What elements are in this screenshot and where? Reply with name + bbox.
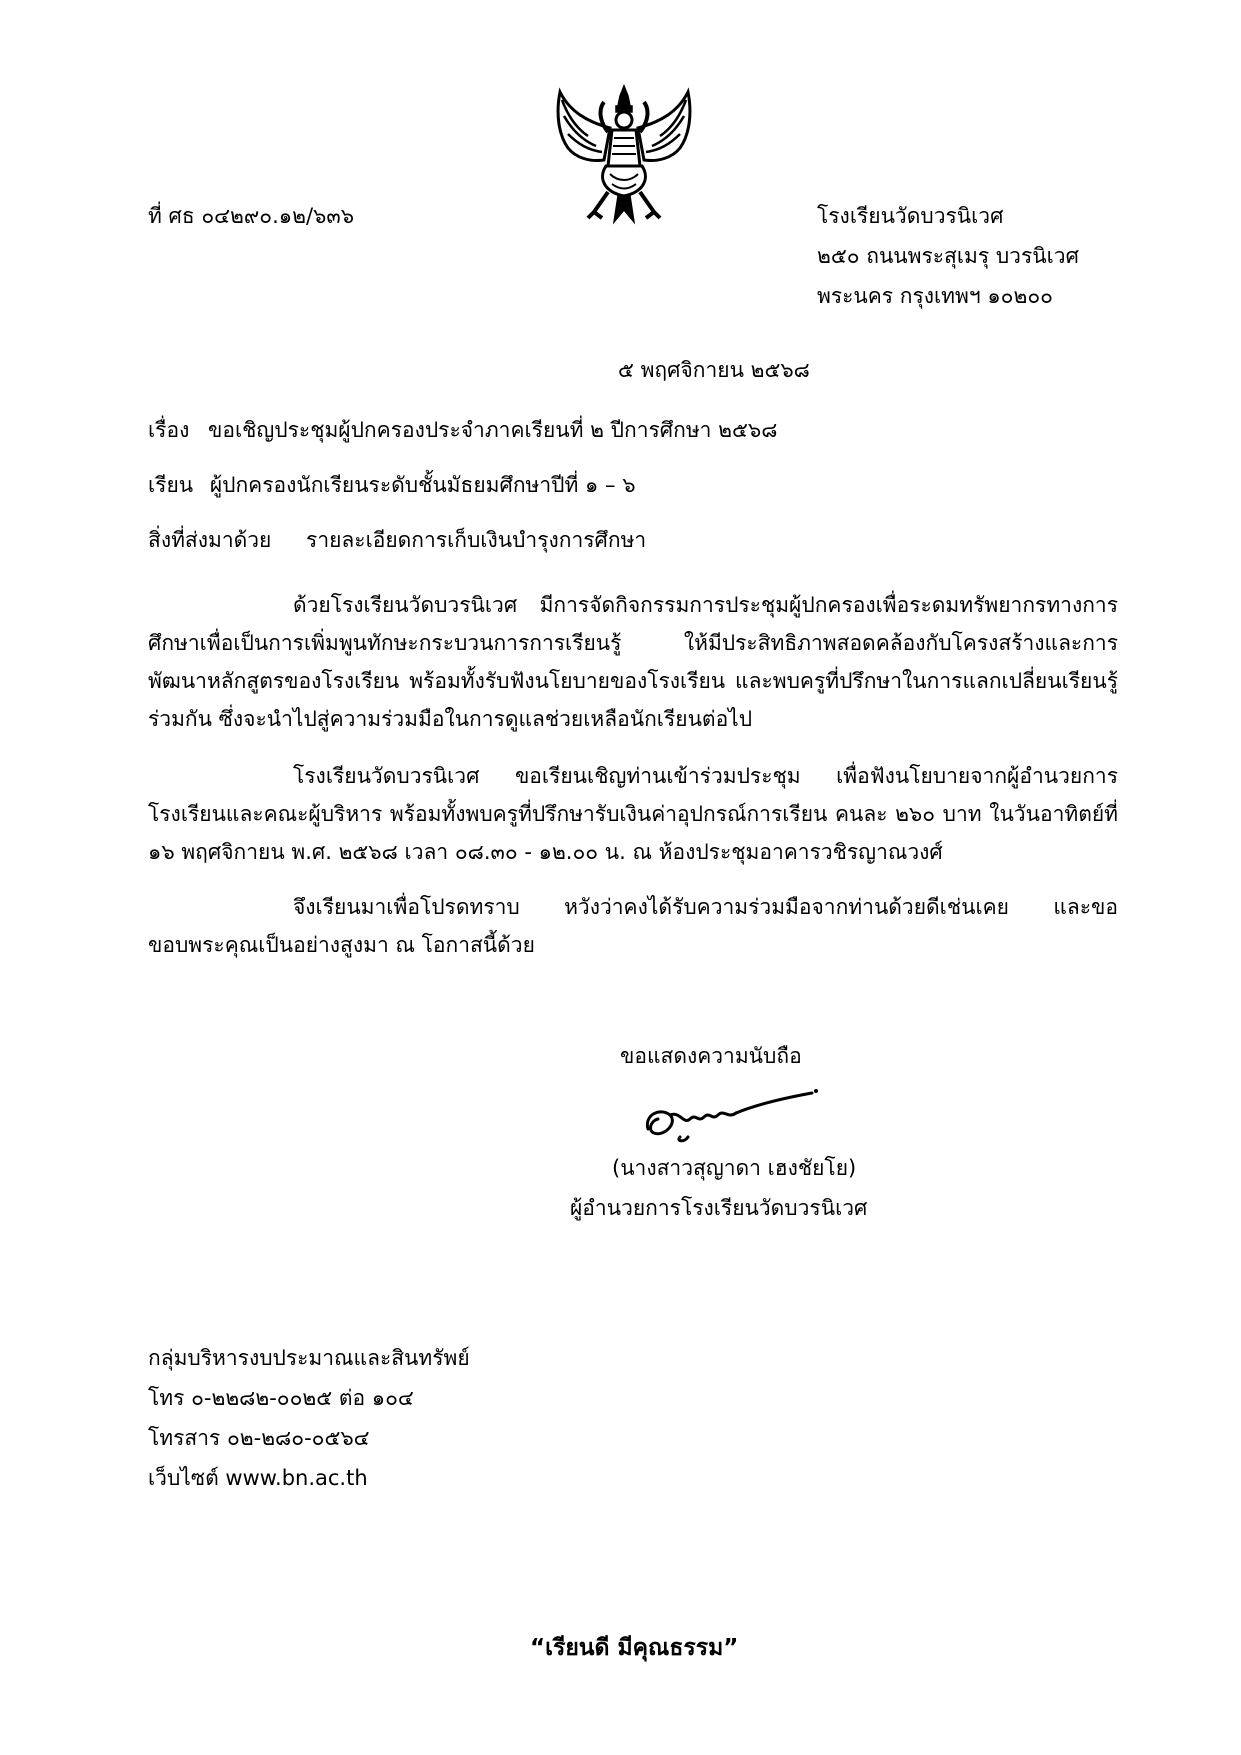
recipient-line xyxy=(148,469,636,502)
school-motto: “เรียนดี มีคุณธรรม” xyxy=(530,1635,739,1661)
signature-icon xyxy=(640,1085,820,1147)
contact-department: กลุ่มบริหารงบประมาณและสินทรัพย์ xyxy=(148,1346,470,1370)
contact-fax: โทรสาร ๐๒-๒๘๐-๐๕๖๔ xyxy=(148,1426,370,1450)
letter-date: ๕ พฤศจิกายน ๒๕๖๘ xyxy=(618,358,810,382)
contact-phone: โทร ๐-๒๒๘๒-๐๐๒๕ ต่อ ๑๐๔ xyxy=(148,1386,414,1410)
document-number: ที่ ศธ ๐๔๒๙๐.๑๒/๖๓๖ xyxy=(148,204,355,228)
closing-salutation: ขอแสดงความนับถือ xyxy=(620,1044,802,1068)
enclosure-label: สิ่งที่ส่งมาด้วย xyxy=(148,528,272,552)
subject-text: ขอเชิญประชุมผู้ปกครองประจำภาคเรียนที่ ๒ ปีการศึกษา ๒๕๖๘ xyxy=(208,418,778,442)
body-paragraph-1: ด้วยโรงเรียนวัดบวรนิเวศ มีการจัดกิจกรรมการประชุมผู้ปกครองเพื่อระดมทรัพยากรทางการศึกษาเพื่อเป็นการเพิ่มพูนทักษะกระบวนการการเรียนรู้ ให้มีประสิทธิภาพสอดคล้องกับโครงสร้างและการพัฒนาหลักสูตรของโรงเรียน พร้อมทั้งรับฟังนโยบายของโรงเรียน และพบครูที่ปรึกษาในการแลกเปลี่ยนเรียนรู้ร่วมกัน ซึ่งจะนำไปสู่ความร่วมมือในการดูแลช่วยเหลือนักเรียนต่อไป xyxy=(148,593,1118,731)
subject-label: เรื่อง xyxy=(148,418,190,442)
body-paragraph-3: จึงเรียนมาเพื่อโปรดทราบ หวังว่าคงได้รับความร่วมมือจากท่านด้วยดีเช่นเคย และขอขอบพระคุณเป็นอย่างสูงมา ณ โอกาสนี้ด้วย xyxy=(148,895,1118,957)
body-paragraph-2: โรงเรียนวัดบวรนิเวศ ขอเรียนเชิญท่านเข้าร่วมประชุม เพื่อฟังนโยบายจากผู้อำนวยการโรงเรียนและคณะผู้บริหาร พร้อมทั้งพบครูที่ปรึกษารับเงินค่าอุปกรณ์การเรียน คนละ ๒๖๐ บาท ในวันอาทิตย์ที่ ๑๖ พฤศจิกายน พ.ศ. ๒๕๖๘ เวลา ๐๘.๓๐ - ๑๒.๐๐ น. ณ ห้องประชุมอาคารวชิรญาณวงศ์ xyxy=(148,764,1118,864)
enclosure-line xyxy=(148,524,646,557)
school-name: โรงเรียนวัดบวรนิเวศ xyxy=(817,204,1004,228)
address-line-2: พระนคร กรุงเทพฯ ๑๐๒๐๐ xyxy=(817,284,1053,308)
subject-line xyxy=(148,414,777,447)
recipient-label: เรียน xyxy=(148,473,194,497)
enclosure-text: รายละเอียดการเก็บเงินบำรุงการศึกษา xyxy=(306,528,647,552)
signer-name: (นางสาวสุญาดา เฮงชัยโย) xyxy=(612,1156,857,1180)
signer-position: ผู้อำนวยการโรงเรียนวัดบวรนิเวศ xyxy=(570,1196,868,1220)
recipient-text: ผู้ปกครองนักเรียนระดับชั้นมัธยมศึกษาปีที่ ๑ – ๖ xyxy=(209,473,636,497)
contact-website: เว็บไซต์ www.bn.ac.th xyxy=(148,1466,368,1490)
garuda-emblem-icon xyxy=(548,82,700,228)
address-line-1: ๒๕๐ ถนนพระสุเมรุ บวรนิเวศ xyxy=(817,244,1079,268)
